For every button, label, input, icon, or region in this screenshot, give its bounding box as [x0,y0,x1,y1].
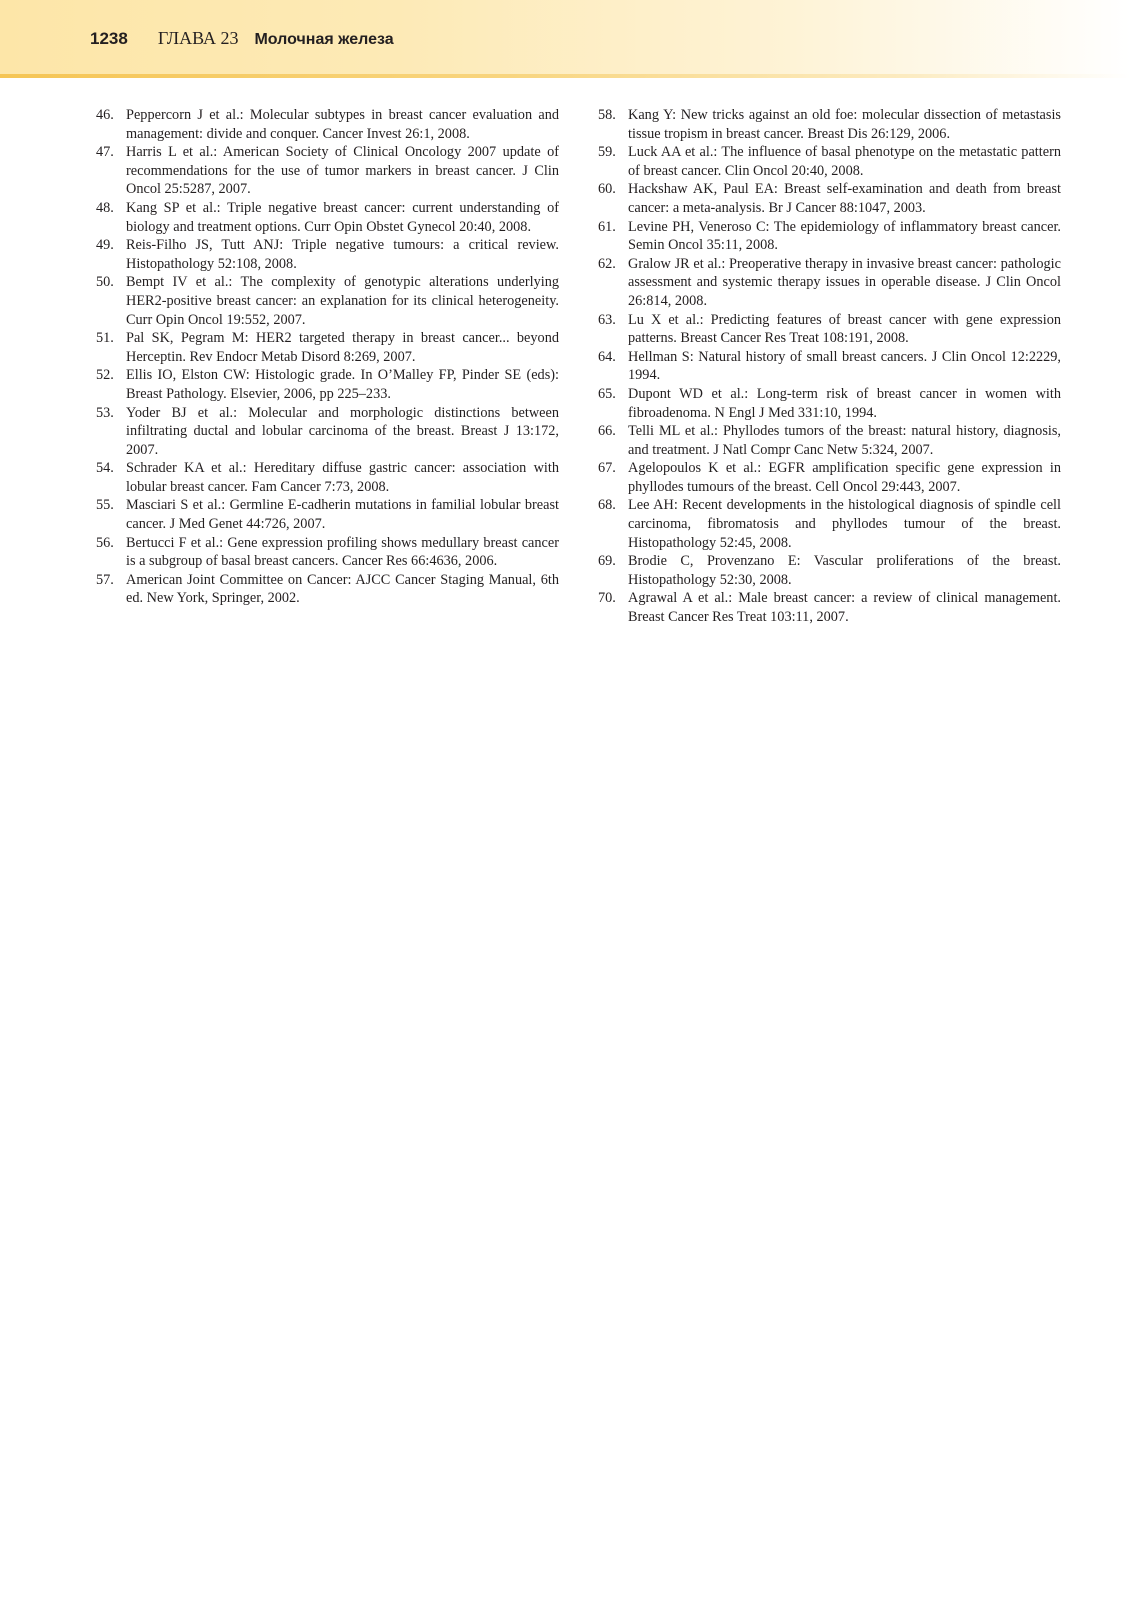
reference-number: 64. [598,348,616,365]
reference-item [598,348,1061,385]
reference-item [598,552,1061,589]
reference-text: Ellis IO, Elston CW: Histologic grade. In O’Malley FP, Pinder SE (eds): Breast Pathology. Elsevier, 2006, pp 225–233. [126,367,559,402]
reference-item [598,311,1061,348]
reference-text: Yoder BJ et al.: Molecular and morphologic distinctions between infiltrating ductal and lobular carcinoma of the breast. Breast J 13:172, 2007. [126,404,559,458]
reference-number: 51. [96,330,114,347]
reference-number: 50. [96,274,114,291]
reference-text: Lu X et al.: Predicting features of breast cancer with gene expression patterns. Breast Cancer Res Treat 108:191, 2008. [628,311,1061,347]
reference-item [96,366,559,403]
reference-item [96,534,559,571]
reference-text: Brodie C, Provenzano E: Vascular proliferations of the breast. Histopathology 52:30, 2008. [628,553,1061,588]
reference-item [598,106,1061,143]
reference-number: 66. [598,423,616,440]
reference-item [96,404,559,460]
reference-item [96,236,559,273]
reference-item [598,180,1061,217]
reference-number: 69. [598,553,616,570]
reference-item [598,218,1061,255]
reference-text: Hellman S: Natural history of small breast cancers. J Clin Oncol 12:2229, 1994. [628,348,1061,384]
reference-text: Harris L et al.: American Society of Clinical Oncology 2007 update of recommendations for the use of tumor markers in breast cancer. J Clin Oncol 25:5287, 2007. [126,144,559,198]
reference-item [96,571,559,608]
reference-number: 53. [96,404,114,421]
reference-number: 52. [96,367,114,384]
reference-text: Bempt IV et al.: The complexity of genotypic alterations underlying HER2-positive breast cancer: an explanation for its clinical heterogeneity. Curr Opin Oncol 19:552, 2007. [126,274,559,328]
reference-item [598,143,1061,180]
reference-text: Kang SP et al.: Triple negative breast cancer: current understanding of biology and treatment options. Curr Opin Obstet Gynecol 20:40, 2008. [126,199,559,235]
reference-text: Masciari S et al.: Germline E-cadherin mutations in familial lobular breast cancer. J Med Genet 44:726, 2007. [126,497,559,533]
reference-number: 49. [96,237,114,254]
reference-text: American Joint Committee on Cancer: AJCC Cancer Staging Manual, 6th ed. New York, Springer, 2002. [126,571,559,607]
reference-number: 63. [598,311,616,328]
reference-item [96,496,559,533]
reference-text: Peppercorn J et al.: Molecular subtypes in breast cancer evaluation and management: divide and conquer. Cancer Invest 26:1, 2008. [126,107,559,142]
reference-number: 59. [598,144,616,161]
reference-item [598,255,1061,311]
reference-number: 60. [598,181,616,198]
reference-number: 56. [96,534,114,551]
reference-number: 54. [96,460,114,477]
reference-number: 57. [96,571,114,588]
reference-item [598,459,1061,496]
reference-number: 46. [96,107,114,123]
reference-item [598,422,1061,459]
reference-text: Levine PH, Veneroso C: The epidemiology of inflammatory breast cancer. Semin Oncol 35:11, 2008. [628,218,1061,254]
reference-text: Pal SK, Pegram M: HER2 targeted therapy in breast cancer... beyond Herceptin. Rev Endocr Metab Disord 8:269, 2007. [126,330,559,365]
reference-number: 61. [598,218,616,235]
reference-item [598,496,1061,552]
reference-item [96,459,559,496]
reference-number: 67. [598,460,616,477]
reference-item [96,106,559,143]
page-number: 1238 [90,29,128,48]
reference-number: 58. [598,107,616,123]
reference-text: Agrawal A et al.: Male breast cancer: a review of clinical management. Breast Cancer Res Treat 103:11, 2007. [628,590,1061,626]
references-column-right [598,106,1061,627]
header-rule [0,74,1131,78]
running-header [90,28,394,49]
reference-text: Agelopoulos K et al.: EGFR amplification specific gene expression in phyllodes tumours of the breast. Cell Oncol 29:443, 2007. [628,460,1061,495]
reference-item [598,385,1061,422]
reference-number: 65. [598,385,616,402]
reference-number: 70. [598,590,616,607]
reference-text: Bertucci F et al.: Gene expression profiling shows medullary breast cancer is a subgroup of basal breast cancers. Cancer Res 66:4636, 2006. [126,534,559,570]
reference-text: Gralow JR et al.: Preoperative therapy in invasive breast cancer: pathologic assessment and systemic therapy issues in operable disease. J Clin Oncol 26:814, 2008. [628,255,1061,309]
reference-text: Telli ML et al.: Phyllodes tumors of the breast: natural history, diagnosis, and treatment. J Natl Compr Canc Netw 5:324, 2007. [628,423,1061,458]
reference-text: Reis-Filho JS, Tutt ANJ: Triple negative tumours: a critical review. Histopathology 52:108, 2008. [126,237,559,272]
reference-text: Luck AA et al.: The influence of basal phenotype on the metastatic pattern of breast cancer. Clin Oncol 20:40, 2008. [628,144,1061,179]
reference-item [96,143,559,199]
chapter-title: Молочная железа [254,31,394,48]
reference-item [96,273,559,329]
reference-text: Schrader KA et al.: Hereditary diffuse gastric cancer: association with lobular breast cancer. Fam Cancer 7:73, 2008. [126,460,559,495]
reference-number: 47. [96,144,114,161]
reference-number: 48. [96,199,114,216]
reference-item [598,589,1061,626]
reference-text: Lee AH: Recent developments in the histological diagnosis of spindle cell carcinoma, fibromatosis and phyllodes tumour of the breast. Histopathology 52:45, 2008. [628,497,1061,551]
reference-number: 55. [96,497,114,514]
references-column-left [96,106,559,608]
reference-text: Dupont WD et al.: Long-term risk of breast cancer in women with fibroadenoma. N Engl J Med 331:10, 1994. [628,385,1061,421]
reference-number: 68. [598,497,616,514]
reference-item [96,329,559,366]
reference-text: Kang Y: New tricks against an old foe: molecular dissection of metastasis tissue tropism in breast cancer. Breast Dis 26:129, 2006. [628,107,1061,142]
reference-item [96,199,559,236]
reference-number: 62. [598,255,616,272]
reference-text: Hackshaw AK, Paul EA: Breast self-examination and death from breast cancer: a meta-analysis. Br J Cancer 88:1047, 2003. [628,181,1061,216]
chapter-label: ГЛАВА 23 [157,28,239,48]
